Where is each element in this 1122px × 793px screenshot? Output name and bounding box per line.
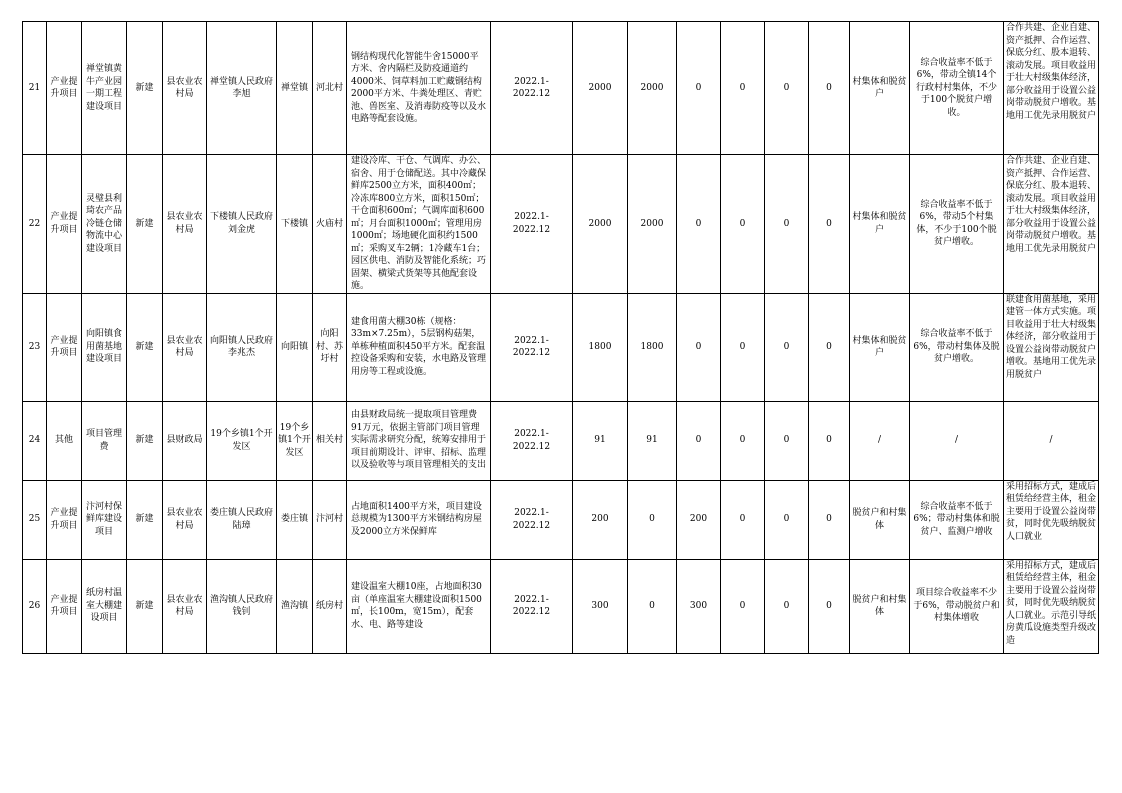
cell-benefit-mechanism bbox=[1004, 480, 1099, 559]
cell-total-fund bbox=[573, 155, 628, 294]
cell-text: 0 bbox=[695, 341, 702, 352]
cell-text: 2022.1- 2022.12 bbox=[512, 508, 551, 531]
cell-text: 0 bbox=[783, 218, 790, 229]
cell-nature bbox=[127, 22, 163, 155]
cell-text: 向阳村、苏圩村 bbox=[315, 329, 343, 365]
cell-city-fund bbox=[721, 480, 765, 559]
cell-text: 19个乡镇1个开发区 bbox=[210, 429, 273, 452]
cell-text: 1800 bbox=[640, 341, 664, 352]
cell-content bbox=[347, 480, 491, 559]
cell-text: 合作共建、企业自建、资产抵押、合作运营、保底分红、股本退转、滚动发展。项目收益用于壮大村级集体经济，部分收益用于设置公益岗带动脱贫户增收。基地用工优先录用脱贫户 bbox=[1006, 23, 1097, 121]
cell-village bbox=[313, 22, 347, 155]
cell-text: 19个乡镇1个开发区 bbox=[278, 422, 311, 458]
cell-county-fund bbox=[765, 559, 809, 653]
cell-content bbox=[347, 22, 491, 155]
cell-text: 0 bbox=[783, 435, 790, 446]
cell-text: 县农业农村局 bbox=[166, 508, 203, 531]
cell-text: 91 bbox=[594, 435, 606, 446]
cell-text: 采用招标方式，建成后租赁给经营主体，租金主要用于设置公益岗带贫，同时优先吸纳脱贫人口就业 bbox=[1006, 481, 1097, 542]
cell-other-fund bbox=[809, 559, 850, 653]
cell-text: 22 bbox=[28, 218, 41, 229]
cell-project-name bbox=[82, 155, 127, 294]
cell-text: 综合收益率不低于6%，带动5个村集体，不少于100个脱贫户增收。 bbox=[916, 199, 997, 248]
cell-other-fund bbox=[809, 155, 850, 294]
cell-city-fund bbox=[721, 293, 765, 401]
cell-text: 占地面积1400平方米，项目建设总规模为1300平方米钢结构房屋及2000立方米保鲜库 bbox=[351, 501, 482, 537]
cell-text: 0 bbox=[783, 82, 790, 93]
cell-text: 项目管理费 bbox=[85, 429, 122, 452]
cell-implementing-unit bbox=[207, 480, 277, 559]
cell-text: 脱贫户和村集体 bbox=[852, 594, 907, 617]
cell-total-fund bbox=[573, 480, 628, 559]
cell-text: 新建 bbox=[135, 514, 154, 525]
cell-project-name bbox=[82, 559, 127, 653]
cell-text: 0 bbox=[695, 435, 702, 446]
cell-county-fund bbox=[765, 22, 809, 155]
cell-province-fund bbox=[677, 401, 721, 480]
cell-nature bbox=[127, 559, 163, 653]
cell-benefit-mechanism bbox=[1004, 293, 1099, 401]
cell-village bbox=[313, 401, 347, 480]
cell-beneficiary bbox=[850, 155, 910, 294]
cell-text: 200 bbox=[591, 514, 609, 525]
cell-text: 0 bbox=[783, 514, 790, 525]
cell-text: 0 bbox=[649, 514, 655, 525]
cell-text: 0 bbox=[695, 82, 702, 93]
cell-central-fund bbox=[628, 480, 677, 559]
cell-text: 26 bbox=[28, 600, 41, 611]
cell-implementing-unit bbox=[207, 293, 277, 401]
cell-beneficiary bbox=[850, 22, 910, 155]
cell-department bbox=[163, 293, 207, 401]
cell-text: 村集体和脱贫户 bbox=[852, 335, 907, 358]
table-row bbox=[23, 559, 1099, 653]
cell-central-fund bbox=[628, 155, 677, 294]
cell-category bbox=[47, 22, 82, 155]
cell-text: 禅堂镇 bbox=[280, 82, 308, 93]
cell-other-fund bbox=[809, 22, 850, 155]
cell-no bbox=[23, 559, 47, 653]
cell-text: 200 bbox=[689, 514, 708, 525]
cell-text: 新建 bbox=[135, 600, 154, 611]
cell-implementing-unit bbox=[207, 22, 277, 155]
cell-text: 0 bbox=[783, 341, 790, 352]
cell-text: 0 bbox=[826, 82, 832, 93]
cell-text: 县农业农村局 bbox=[166, 212, 203, 235]
cell-text: 300 bbox=[591, 600, 609, 611]
cell-project-name bbox=[82, 22, 127, 155]
cell-other-fund bbox=[809, 480, 850, 559]
cell-total-fund bbox=[573, 559, 628, 653]
cell-beneficiary bbox=[850, 480, 910, 559]
table-row bbox=[23, 480, 1099, 559]
cell-text: 建食用菌大棚30栋（规格：33m×7.25m），5层钢构菇架，单栋种植面积450平方米。配套温控设备采购和安装，水电路及管理用房等工程或设施。 bbox=[351, 316, 487, 377]
cell-text: 火庙村 bbox=[315, 218, 343, 229]
cell-central-fund bbox=[628, 401, 677, 480]
cell-text: 0 bbox=[649, 600, 655, 611]
cell-text: / bbox=[954, 435, 959, 446]
cell-text: 2022.1- 2022.12 bbox=[512, 335, 551, 358]
cell-department bbox=[163, 480, 207, 559]
cell-text: 下楼镇 bbox=[280, 218, 308, 229]
cell-text: 娄庄镇 bbox=[280, 514, 308, 525]
cell-period bbox=[491, 22, 573, 155]
table-row bbox=[23, 155, 1099, 294]
cell-village bbox=[313, 480, 347, 559]
cell-village bbox=[313, 559, 347, 653]
cell-benefit-effect bbox=[910, 155, 1004, 294]
cell-text: 新建 bbox=[135, 218, 154, 229]
cell-text: 建设冷库、干仓、气调库、办公、宿舍、用于仓储配送。其中冷藏保鲜库2500立方米，面积400㎡；冷冻库800立方米，面积150㎡；干仓面积600㎡；气调库面积600㎡；月台面积1000㎡；管理用房1000㎡；场地硬化面积约1500㎡；采购叉车2辆；1冷藏车1台；园区供电、消防及智能化系统；巧固架、横梁式货架等其他配套设施。 bbox=[351, 156, 487, 291]
cell-other-fund bbox=[809, 293, 850, 401]
cell-nature bbox=[127, 293, 163, 401]
cell-department bbox=[163, 22, 207, 155]
cell-town bbox=[277, 480, 313, 559]
cell-text: 0 bbox=[739, 218, 746, 229]
cell-text: 0 bbox=[826, 514, 832, 525]
cell-text: 1800 bbox=[588, 341, 612, 352]
cell-province-fund bbox=[677, 559, 721, 653]
cell-department bbox=[163, 401, 207, 480]
cell-text: 县农业农村局 bbox=[166, 76, 203, 99]
cell-text: 县农业农村局 bbox=[166, 594, 203, 617]
cell-county-fund bbox=[765, 480, 809, 559]
cell-county-fund bbox=[765, 155, 809, 294]
table-row bbox=[23, 293, 1099, 401]
cell-total-fund bbox=[573, 22, 628, 155]
cell-benefit-effect bbox=[910, 401, 1004, 480]
cell-text: 钢结构现代化智能牛舍15000平方米、舍内隔栏及防疫通道约4000米、饲草料加工贮藏钢结构2000平方米、牛粪处理区、青贮池、兽医室、及消毒防疫等以及水电路等配套设施。 bbox=[351, 51, 487, 124]
cell-period bbox=[491, 480, 573, 559]
cell-category bbox=[47, 559, 82, 653]
cell-text: 产业提升项目 bbox=[50, 212, 78, 235]
cell-text: 河北村 bbox=[315, 82, 343, 93]
cell-category bbox=[47, 401, 82, 480]
cell-project-name bbox=[82, 480, 127, 559]
cell-text: 23 bbox=[28, 341, 41, 352]
cell-benefit-mechanism bbox=[1004, 559, 1099, 653]
cell-benefit-effect bbox=[910, 293, 1004, 401]
cell-town bbox=[277, 401, 313, 480]
cell-text: 91 bbox=[646, 435, 658, 446]
cell-text: 综合收益率不低于6%，带动全镇14个行政村村集体，不少于100个脱贫户增收。 bbox=[915, 57, 997, 118]
cell-content bbox=[347, 559, 491, 653]
cell-implementing-unit bbox=[207, 559, 283, 653]
cell-text: 产业提升项目 bbox=[50, 76, 78, 99]
cell-text: 综合收益率不低于6%；带动村集体和脱贫户、监测户增收 bbox=[913, 501, 1000, 537]
cell-town bbox=[277, 155, 313, 294]
cell-text: 新建 bbox=[135, 341, 154, 352]
cell-village bbox=[313, 293, 347, 401]
cell-text: 0 bbox=[826, 600, 832, 611]
cell-beneficiary bbox=[850, 401, 910, 480]
project-table bbox=[22, 21, 1099, 654]
cell-text: 0 bbox=[739, 435, 746, 446]
cell-no bbox=[23, 155, 47, 294]
cell-text: 0 bbox=[739, 600, 746, 611]
cell-text: 建设温室大棚10座，占地面积30亩（单座温室大棚建设面积1500㎡，长100m，宽15m），配套水、电、路等建设 bbox=[351, 582, 482, 630]
cell-text: 0 bbox=[826, 341, 832, 352]
cell-implementing-unit bbox=[207, 401, 277, 480]
cell-text: 联建食用菌基地，采用建管一体方式实施。项目收益用于壮大村级集体经济，部分收益用于设置公益岗带动脱贫户增收。基地用工优先录用脱贫户 bbox=[1006, 294, 1097, 380]
cell-total-fund bbox=[573, 293, 628, 401]
cell-nature bbox=[127, 480, 163, 559]
cell-text: 0 bbox=[739, 514, 746, 525]
cell-period bbox=[491, 559, 573, 653]
cell-project-name bbox=[82, 293, 127, 401]
cell-text: 产业提升项目 bbox=[50, 508, 78, 531]
cell-nature bbox=[127, 155, 163, 294]
cell-text: 采用招标方式，建成后租赁给经营主体，租金主要用于设置公益岗带贫，同时优先吸纳脱贫人口就业。示范引导纸房黄瓜设施类型升级改造 bbox=[1006, 560, 1097, 646]
cell-nature bbox=[127, 401, 163, 480]
cell-text: 县财政局 bbox=[166, 435, 203, 446]
cell-beneficiary bbox=[850, 293, 910, 401]
cell-content bbox=[347, 401, 491, 480]
cell-text: 0 bbox=[826, 435, 832, 446]
cell-text: 产业提升项目 bbox=[50, 594, 78, 617]
cell-province-fund bbox=[677, 293, 721, 401]
cell-central-fund bbox=[628, 293, 677, 401]
cell-county-fund bbox=[765, 293, 809, 401]
cell-text: 综合收益率不低于6%，带动村集体及脱贫户增收。 bbox=[913, 329, 1000, 365]
cell-city-fund bbox=[721, 22, 765, 155]
cell-central-fund bbox=[628, 559, 677, 653]
cell-text: 下楼镇人民政府 刘金虎 bbox=[209, 212, 273, 235]
cell-central-fund bbox=[628, 22, 677, 155]
cell-total-fund bbox=[573, 401, 628, 480]
cell-period bbox=[491, 155, 573, 294]
cell-benefit-mechanism bbox=[1004, 22, 1099, 155]
cell-text: / bbox=[1049, 435, 1053, 446]
cell-content bbox=[347, 155, 491, 294]
cell-no bbox=[23, 480, 47, 559]
cell-city-fund bbox=[721, 155, 765, 294]
cell-category bbox=[47, 480, 82, 559]
cell-text: 相关村 bbox=[315, 435, 343, 446]
cell-town bbox=[277, 293, 313, 401]
cell-text: 脱贫户和村集体 bbox=[852, 508, 907, 531]
cell-text: 新建 bbox=[135, 435, 154, 446]
cell-text: 0 bbox=[826, 218, 832, 229]
cell-text: 村集体和脱贫户 bbox=[852, 76, 907, 99]
cell-text: 2000 bbox=[588, 82, 612, 93]
cell-text: 向阳镇食用菌基地建设项目 bbox=[85, 329, 122, 365]
cell-category bbox=[47, 155, 82, 294]
cell-text: 25 bbox=[28, 514, 41, 525]
cell-text: / bbox=[877, 435, 882, 446]
cell-village bbox=[313, 155, 347, 294]
cell-text: 2022.1- 2022.12 bbox=[512, 76, 551, 99]
cell-text: 禅堂镇黄牛产业园一期工程建设项目 bbox=[85, 64, 122, 112]
cell-beneficiary bbox=[850, 559, 910, 653]
cell-text: 渔沟镇 bbox=[280, 600, 308, 611]
cell-text: 由县财政局统一提取项目管理费91万元，依据主管部门项目管理实际需求研究分配，统筹安排用于项目前期设计、评审、招标、监理以及验收等与项目管理相关的支出 bbox=[351, 410, 487, 471]
cell-text: 娄庄镇人民政府陆璋 bbox=[209, 508, 273, 531]
cell-project-name bbox=[82, 401, 127, 480]
cell-period bbox=[491, 293, 573, 401]
cell-no bbox=[23, 401, 47, 480]
cell-text: 渔沟镇人民政府 钱钊 bbox=[209, 594, 283, 617]
cell-text: 灵璧县利琦农产品冷链仓储物流中心建设项目 bbox=[85, 193, 122, 254]
cell-text: 向阳镇人民政府 李兆杰 bbox=[209, 335, 273, 358]
cell-county-fund bbox=[765, 401, 809, 480]
cell-text: 24 bbox=[28, 435, 41, 446]
cell-text: 其他 bbox=[54, 435, 73, 446]
cell-category bbox=[47, 293, 82, 401]
cell-text: 2000 bbox=[588, 218, 612, 229]
cell-province-fund bbox=[677, 22, 721, 155]
cell-benefit-mechanism bbox=[1004, 401, 1099, 480]
cell-other-fund bbox=[809, 401, 850, 480]
cell-content bbox=[347, 293, 491, 401]
cell-period bbox=[491, 401, 573, 480]
cell-text: 新建 bbox=[135, 82, 154, 93]
table-row bbox=[23, 22, 1099, 155]
cell-province-fund bbox=[677, 155, 721, 294]
cell-department bbox=[163, 155, 207, 294]
cell-text: 0 bbox=[695, 218, 702, 229]
cell-text: 汴河村保鲜库建设项目 bbox=[85, 501, 122, 537]
cell-text: 0 bbox=[739, 82, 746, 93]
cell-implementing-unit bbox=[207, 155, 277, 294]
cell-benefit-mechanism bbox=[1004, 155, 1099, 294]
cell-text: 2022.1- 2022.12 bbox=[512, 212, 551, 235]
cell-text: 合作共建、企业自建、资产抵押、合作运营、保底分红、股本退转、滚动发展。项目收益用于壮大村级集体经济，部分收益用于设置公益岗带动脱贫户增收。基地用工优先录用脱贫户 bbox=[1006, 156, 1097, 254]
cell-text: 村集体和脱贫户 bbox=[852, 212, 907, 235]
cell-city-fund bbox=[721, 401, 765, 480]
cell-text: 0 bbox=[739, 341, 746, 352]
cell-text: 2000 bbox=[640, 82, 664, 93]
cell-text: 21 bbox=[28, 82, 41, 93]
cell-text: 汴河村 bbox=[315, 514, 343, 525]
cell-province-fund bbox=[677, 480, 721, 559]
cell-no bbox=[23, 22, 47, 155]
cell-benefit-effect bbox=[910, 480, 1004, 559]
cell-text: 300 bbox=[689, 600, 708, 611]
cell-text: 2000 bbox=[640, 218, 664, 229]
cell-text: 县农业农村局 bbox=[166, 335, 203, 358]
cell-benefit-effect bbox=[910, 559, 1004, 653]
cell-town bbox=[277, 559, 313, 653]
cell-text: 向阳镇 bbox=[280, 341, 308, 352]
cell-text: 0 bbox=[783, 600, 790, 611]
cell-town bbox=[277, 22, 313, 155]
table-row bbox=[23, 401, 1099, 480]
cell-text: 2022.1- 2022.12 bbox=[512, 594, 551, 617]
cell-text: 2022.1- 2022.12 bbox=[512, 429, 551, 452]
cell-text: 禅堂镇人民政府 李旭 bbox=[209, 76, 273, 99]
cell-text: 纸房村 bbox=[315, 600, 343, 611]
cell-benefit-effect bbox=[910, 22, 1004, 155]
cell-city-fund bbox=[721, 559, 765, 653]
cell-no bbox=[23, 293, 47, 401]
cell-text: 项目综合收益率不少于6%，带动脱贫户和村集体增收 bbox=[913, 588, 1000, 624]
cell-text: 纸房村温室大棚建设项目 bbox=[85, 588, 122, 624]
cell-department bbox=[163, 559, 207, 653]
cell-text: 产业提升项目 bbox=[50, 335, 78, 358]
